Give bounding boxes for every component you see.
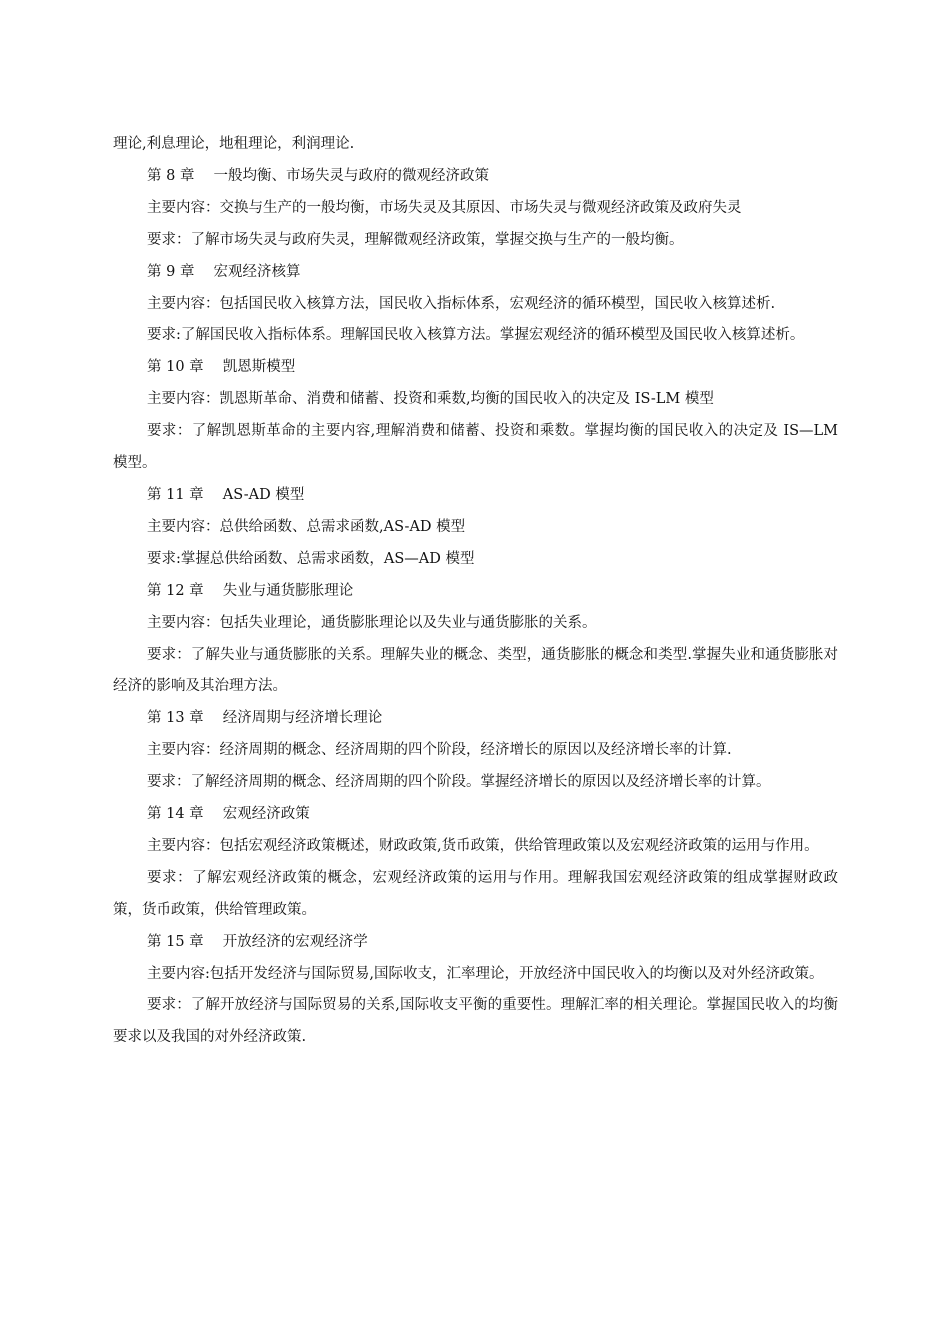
chapter-11-requirements: 要求:掌握总供给函数、总需求函数，AS—AD 模型 [147, 550, 475, 567]
chapter-11-content: 主要内容：总供给函数、总需求函数,AS-AD 模型 [147, 518, 466, 535]
chapter-11-heading: 第 11 章 AS-AD 模型 [147, 486, 305, 503]
chapter-14-heading: 第 14 章 宏观经济政策 [147, 806, 310, 823]
chapter-10-content: 主要内容：凯恩斯革命、消费和储蓄、投资和乘数,均衡的国民收入的决定及 IS-LM 模型 [147, 391, 714, 408]
chapter-9-content: 主要内容：包括国民收入核算方法，国民收入指标体系，宏观经济的循环模型，国民收入核算述析. [147, 295, 776, 312]
chapter-15-content: 主要内容:包括开发经济与国际贸易,国际收支，汇率理论，开放经济中国民收入的均衡以及对外经济政策。 [147, 965, 824, 982]
chapter-14-content: 主要内容：包括宏观经济政策概述，财政政策,货币政策，供给管理政策以及宏观经济政策的运用与作用。 [147, 837, 819, 854]
paragraph-continuation: 理论,利息理论，地租理论，利润理论. [113, 136, 355, 152]
chapter-8-content: 主要内容：交换与生产的一般均衡，市场失灵及其原因、市场失灵与微观经济政策及政府失灵 [147, 199, 742, 216]
chapter-12-requirements: 要求：了解失业与通货膨胀的关系。理解失业的概念、类型，通货膨胀的概念和类型.掌握失业和通货膨胀对经济的影响及其治理方法。 [113, 646, 838, 695]
chapter-13-content: 主要内容：经济周期的概念、经济周期的四个阶段，经济增长的原因以及经济增长率的计算. [147, 742, 732, 759]
chapter-14-requirements: 要求：了解宏观经济政策的概念，宏观经济政策的运用与作用。理解我国宏观经济政策的组成掌握财政政策，货币政策，供给管理政策。 [113, 869, 838, 918]
chapter-10-heading: 第 10 章 凯恩斯模型 [147, 359, 296, 376]
document-body [113, 129, 838, 1054]
chapter-9-requirements: 要求:了解国民收入指标体系。理解国民收入核算方法。掌握宏观经济的循环模型及国民收入核算述析。 [147, 327, 805, 344]
chapter-15-requirements: 要求：了解开放经济与国际贸易的关系,国际收支平衡的重要性。理解汇率的相关理论。掌握国民收入的均衡要求以及我国的对外经济政策. [113, 997, 838, 1046]
chapter-13-heading: 第 13 章 经济周期与经济增长理论 [147, 710, 383, 727]
chapter-13-requirements: 要求：了解经济周期的概念、经济周期的四个阶段。掌握经济增长的原因以及经济增长率的计算。 [147, 774, 771, 791]
chapter-12-content: 主要内容：包括失业理论，通货膨胀理论以及失业与通货膨胀的关系。 [147, 614, 597, 631]
chapter-12-heading: 第 12 章 失业与通货膨胀理论 [147, 582, 354, 599]
chapter-15-heading: 第 15 章 开放经济的宏观经济学 [147, 933, 368, 950]
chapter-10-requirements: 要求：了解凯恩斯革命的主要内容,理解消费和储蓄、投资和乘数。掌握均衡的国民收入的决定及 IS—LM 模型。 [113, 423, 838, 472]
chapter-9-heading: 第 9 章 宏观经济核算 [147, 263, 301, 280]
chapter-8-requirements: 要求：了解市场失灵与政府失灵，理解微观经济政策，掌握交换与生产的一般均衡。 [147, 231, 684, 248]
chapter-8-heading: 第 8 章 一般均衡、市场失灵与政府的微观经济政策 [147, 167, 490, 184]
